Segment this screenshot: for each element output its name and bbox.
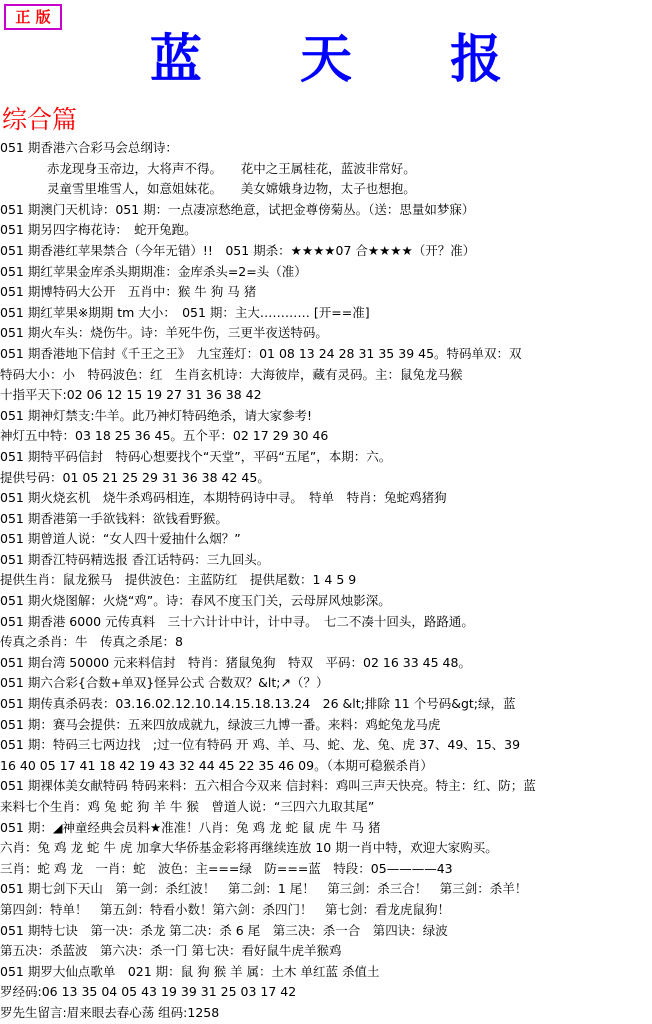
text-line: 051 期曾道人说：“女人四十爱抽什么烟？” — [0, 531, 241, 547]
text-line: 051 期罗大仙点歌单 021 期：鼠 狗 猴 羊 属：土木 单红蓝 杀值土 — [0, 963, 380, 979]
text-line: 051 期火烧图解：火烧“鸡”。诗：春风不度玉门关，云母屏风烛影深。 — [0, 593, 391, 609]
text-line: 来料七个生肖：鸡 兔 蛇 狗 羊 牛 猴 曾道人说：“三四六九取其尾” — [0, 799, 375, 814]
text-line: 051 期火车头：烧伤牛。诗：羊死牛伤，三更半夜送特码。 — [0, 325, 328, 341]
text-line: 051 期台湾 50000 元来料信封 特肖：猪鼠兔狗 特双 平码：02 16 33 45 48。 — [0, 654, 471, 670]
text-line: 051 期香港第一手欲钱料：欲钱看野猴。 — [0, 510, 228, 526]
text-line: 051 期香江特码精选报 香江话特码：三九回头。 — [0, 551, 270, 567]
text-line: 051 期香港六合彩马会总纲诗： — [0, 140, 178, 155]
text-line: 16 40 05 17 41 18 42 19 43 32 44 45 22 35 46 09。（本期可稳猴杀肖） — [0, 757, 433, 773]
page-title: 蓝 天 报 — [149, 29, 543, 90]
text-line: 提供号码：01 05 21 25 29 31 36 38 42 45。 — [0, 469, 270, 485]
text-line: 051 期：◢神童经典会员料★准准！八肖：兔 鸡 龙 蛇 鼠 虎 牛 马 猪 — [0, 819, 381, 835]
text-line: 051 期裸体美女献特码 特码来料：五六相合今双来 信封料：鸡叫三声天快亮。特主：红、防；蓝 — [0, 778, 536, 794]
text-line: 051 期特七诀 第一决：杀龙 第二决：杀 6 尾 第三决：杀一合 第四诀：绿波 — [0, 922, 448, 938]
text-line: 051 期香港 6000 元传真料 三十六计计中计，计中寻。 七二不凑十回头，路路通。 — [0, 613, 474, 629]
text-line: 051 期另四字梅花诗： 蛇开兔跑。 — [0, 222, 197, 238]
text-line: 罗经码:06 13 35 04 05 43 19 39 31 25 03 17 42 — [0, 984, 297, 1000]
text-line: 051 期博特码大公开 五肖中：猴 牛 狗 马 猪 — [0, 284, 257, 300]
text-line: 051 期七剑下天山 第一剑：杀红波！ 第二剑：1 尾！ 第三剑：杀三合！ 第三剑：杀羊！ — [0, 881, 528, 897]
text-line: 051 期香港地下信封《千王之王》 九宝莲灯：01 08 13 24 28 31 35 39 45。特码单双：双 — [0, 345, 522, 361]
content-lines — [0, 138, 652, 1024]
section-title: 综合篇 — [2, 105, 78, 134]
text-line: 赤龙现身玉帝边，大将声不得。 花中之王属桂花，蓝波非常好。 — [47, 160, 416, 176]
text-line: 051 期：特码三七两边找 ;过一位有特码 开 鸡、羊、马、蛇、龙、兔、虎 37、49、15、39 — [0, 737, 521, 753]
text-line: 第五决：杀蓝波 第六决：杀一门 第七决：看好鼠牛虎羊猴鸡 — [0, 943, 342, 959]
text-line: 六肖：兔 鸡 龙 蛇 牛 虎 加拿大华侨基金彩将再继续连放 10 期一肖中特，欢迎大家购买。 — [0, 840, 498, 856]
text-line: 传真之杀肖：牛 传真之杀尾：8 — [0, 634, 183, 650]
text-line: 051 期神灯禁支:牛羊。此乃神灯特码绝杀，请大家参考! — [0, 407, 313, 423]
text-line: 051 期红苹果金库杀头期期准：金库杀头=2=头（准） — [0, 263, 307, 279]
text-line: 十指平天下:02 06 12 15 19 27 31 36 38 42 — [0, 387, 262, 403]
text-line: 051 期特平码信封 特码心想要找个“天堂”，平码“五尾”，本期：六。 — [0, 448, 392, 464]
text-line: 特码大小：小 特码波色：红 生肖玄机诗：大海彼岸，藏有灵码。主：鼠兔龙马猴 — [0, 366, 463, 382]
edition-badge: 正 版 — [4, 4, 62, 30]
text-line: 第四剑：特单！ 第五剑：特看小数！第六剑：杀四门！ 第七剑：看龙虎鼠狗！ — [0, 901, 451, 917]
text-line: 051 期六合彩{合数+单双}怪异公式 合数双？&lt;↗（？） — [0, 675, 329, 691]
text-line: 三肖：蛇 鸡 龙 一肖：蛇 波色：主===绿 防===蓝 特段：05————43 — [0, 860, 453, 876]
text-line: 神灯五中特：03 18 25 36 45。五个平：02 17 29 30 46 — [0, 428, 329, 444]
text-line: 051 期：赛马会提供：五来四放成就九，绿波三九博一番。来料：鸡蛇兔龙马虎 — [0, 716, 441, 732]
text-line: 051 期红苹果※期期 tm 大小： 051 期：主大………… [开==准] — [0, 304, 370, 320]
text-line: 罗先生留言:眉来眼去春心荡 组码:1258 — [0, 1004, 220, 1020]
text-line: 提供生肖：鼠龙猴马 提供波色：主蓝防红 提供尾数：1 4 5 9 — [0, 572, 357, 588]
text-line: 051 期香港红苹果禁合（今年无错）!! 051 期杀：★★★★07 合★★★★（开？准） — [0, 242, 476, 258]
text-line: 051 期火烧玄机 烧牛杀鸡码相连，本期特码诗中寻。 特单 特肖：兔蛇鸡猪狗 — [0, 490, 447, 506]
text-line: 灵童雪里堆雪人，如意姐妹花。 美女嫦娥身边物，太子也想抱。 — [47, 181, 416, 197]
text-line: 051 期澳门天机诗：051 期：一点凄凉愁绝意，试把金尊傍菊丛。（送：思量如梦寐） — [0, 201, 475, 217]
text-line: 051 期传真杀码表：03.16.02.12.10.14.15.18.13.24 26 &lt;排除 11 个号码&gt;绿，蓝 — [0, 696, 516, 712]
